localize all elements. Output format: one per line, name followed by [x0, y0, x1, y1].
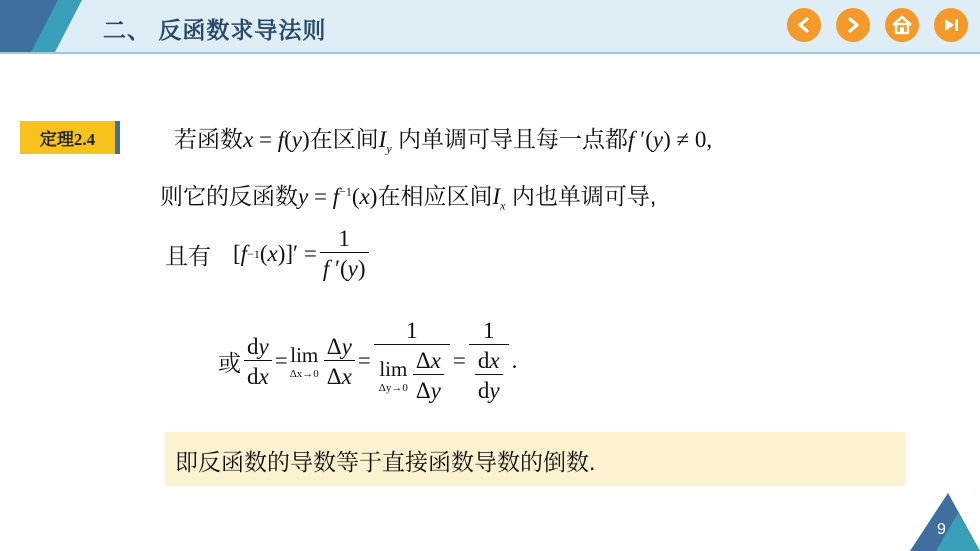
next-arrow-icon	[844, 16, 862, 34]
conclusion-box	[165, 432, 905, 486]
home-button[interactable]	[885, 8, 919, 42]
text: 内单调可导且每一点都	[391, 126, 629, 152]
prev-arrow-icon	[795, 16, 813, 34]
text: 且有	[165, 242, 211, 269]
text: 若函数	[174, 126, 243, 152]
text: 内也单调可导,	[505, 183, 657, 209]
section-title: 二、 反函数求导法则	[103, 17, 327, 43]
theorem-line-2: 则它的反函数$y = f^{-1}(x)$在相应区间$I_x$ 内也单调可导,	[160, 183, 657, 213]
page-number: 9	[937, 521, 946, 538]
theorem-line-4: 或 $\frac{dy}{dx}$ = lim Δx→0 $\frac{\Delta y}{\Delta x}$ = 1 lim Δy→0 $\frac{\Delta x}{\Delta y}$ = $\frac{1}{\frac{dx}{dy}}$ .	[218, 318, 518, 403]
theorem-line-3: 且有 [ f −1 ( x )]′ = $\frac{1}{f '(y)}$	[165, 226, 372, 282]
text: 则它的反函数	[160, 183, 298, 209]
header-bar	[0, 0, 980, 54]
end-button[interactable]	[934, 8, 968, 42]
header-divider	[0, 52, 980, 54]
conclusion-text: 即反函数的导数等于直接函数导数的倒数.	[175, 449, 596, 475]
text: 或	[218, 349, 241, 376]
home-icon	[891, 15, 913, 35]
theorem-line-1: 若函数x = f(y)在区间$I_y$ 内单调可导且每一点都f ′(y) ≠ 0,	[174, 126, 713, 156]
formula: x	[243, 127, 254, 152]
header-accent-shape	[0, 0, 100, 54]
prev-button[interactable]	[787, 8, 821, 42]
end-icon	[941, 16, 961, 34]
text: 在区间	[309, 126, 379, 152]
text: 在相应区间	[377, 183, 493, 209]
formula-fraction: $\frac{1}{f '(y)}$	[320, 226, 369, 282]
next-button[interactable]	[836, 8, 870, 42]
theorem-badge: 定理2.4	[20, 121, 120, 154]
